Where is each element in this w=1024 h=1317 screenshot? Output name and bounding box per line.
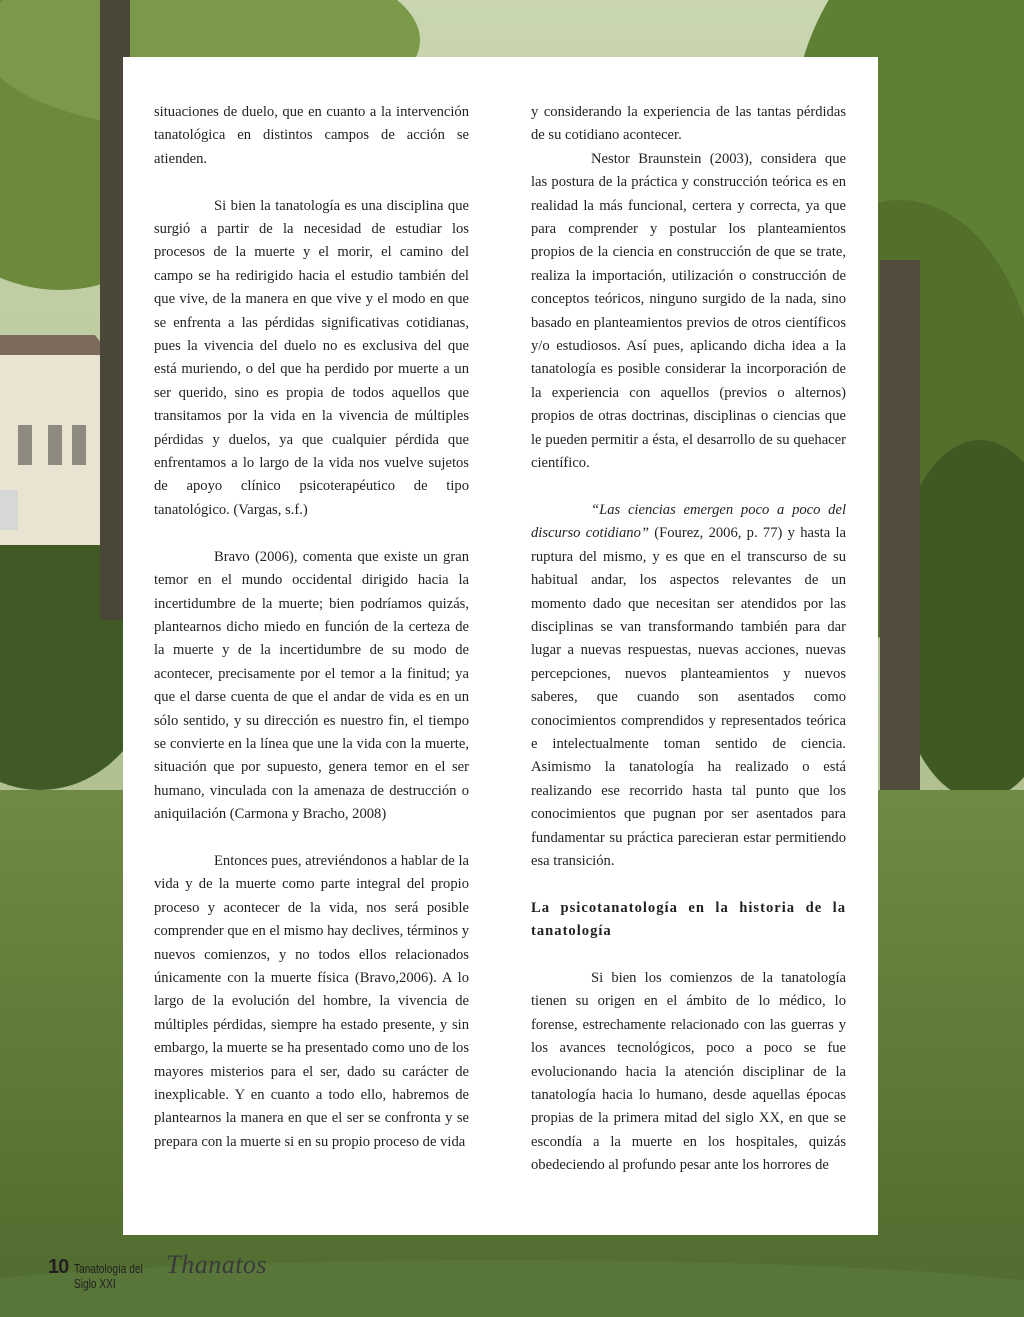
quote-text: “Las ciencias emergen poco a poco del discurso cotidiano”	[531, 501, 846, 542]
quote-paragraph	[531, 499, 846, 874]
paragraph: Si bien los comienzos de la tanatología tienen su origen en el ámbito de lo médico, lo forense, estrechamente relacionado con las guerras y los avances tecnológicos, poco a poco se fue evolucionando hacia la atención disciplinar de la tanatología hacia lo humano, desde aquellas épocas propias de la primera mitad del siglo XX, en que se escondía a la muerte en los hospitales, quizás obedeciendo al profundo pesar ante los horrores de	[531, 969, 846, 1174]
paragraph: Nestor Braunstein (2003), considera que las postura de la práctica y construcción teórica es en realidad la más funcional, certera y correcta, ya que para comprender y postular los planteamientos propios de la ciencia en construcción de que se trate, realiza la importación, utilización o construcción de conceptos teóricos, ninguno surgido de la nada, sino basado en planteamientos previos de otros científicos y/o estudiosos. Así pues, aplicando dicha idea a la tanatología es posible considerar la incorporación de la experiencia con aquellos (previos o alternos) propios de otras doctrinas, disciplinas o ciencias que le pueden permitir a ésta, el desarrollo de su quehacer científico.	[531, 150, 846, 472]
article-column-left	[154, 101, 469, 1154]
article-column-right	[531, 101, 846, 1178]
section-heading: La psicotanatología en la historia de la tanatología	[531, 899, 846, 940]
paragraph: situaciones de duelo, que en cuanto a la intervención tanatológica en distintos campos de acción se atienden.	[154, 104, 469, 167]
paragraph: Entonces pues, atreviéndonos a hablar de la vida y de la muerte como parte integral del propio proceso y acontecer de la vida, nos será posible comprender que en el mismo hay declives, términos y nuevos comienzos, y no todos ellos relacionados únicamente con la muerte física (Bravo,2006). A lo largo de la evolución del hombre, la vivencia de múltiples pérdidas, siempre ha estado presente, y sin embargo, la muerte se ha presentado como uno de los mayores misterios para el ser, dado su carácter de inexplicable. Y en cuanto a todo ello, habremos de plantearnos la manera en que el ser se confronta y se prepara con la muerte si en su propio proceso de vida	[154, 852, 469, 1150]
magazine-name: Tanatología del Siglo XXI	[74, 1261, 144, 1291]
paragraph: Bravo (2006), comenta que existe un gran temor en el mundo occidental dirigido hacia la incertidumbre de la muerte; bien podríamos quizás, plantearnos dicho miedo en función de la certeza de la muerte y de la incertidumbre de su modo de acontecer, precisamente por el temor a la finitud; ya que el darse cuenta de que el andar de vida es en un sólo sentido, y su dirección es nuestro fin, el tiempo se convierte en la línea que une la vida con la muerte, situación que por supuesto, genera temor en el ser humano, vinculada con la amenaza de destrucción o aniquilación (Carmona y Bracho, 2008)	[154, 548, 469, 823]
thanatos-logo: Thanatos	[166, 1250, 268, 1279]
quote-continuation: (Fourez, 2006, p. 77) y hasta la ruptura del mismo, y es que en el transcurso de su habitual andar, los aspectos relevantes de un momento dado que necesitan ser atendidos por las disciplinas se van transformando también para dar lugar a nuevas respuestas, nuevas acciones, nuevas percepciones, nuevos planteamientos y nuevos saberes, que cuando son asentados como conocimientos comprendidos y representados teórica e intelectualmente toman sentido de ciencia. Asimismo la tanatología ha realizado o está realizando ese recorrido hasta tal punto que los conocimientos que pugnan por ser asentados para fundamentar su práctica parecieran estar permitiendo esa transición.	[531, 525, 846, 869]
paragraph: Si bien la tanatología es una disciplina que surgió a partir de la necesidad de estudiar los procesos de la muerte y el morir, el camino del campo se ha redirigido hacia el estudio también del que vive, de la manera en que vive y el modo en que se enfrenta a las pérdidas significativas cotidianas, pues la vivencia del duelo no es exclusiva del que está muriendo, o del que ha perdido por muerte a un ser querido, sino es propia de todos aquellos que transitamos por la vida en la vivencia de múltiples pérdidas y duelos, ya que cualquier pérdida que enfrentamos a lo largo de la vida nos vuelve sujetos de apoyo clínico psicoterapéutico de tipo tanatológico. (Vargas, s.f.)	[154, 197, 469, 518]
page-number: 10	[48, 1256, 69, 1278]
paragraph: y considerando la experiencia de las tantas pérdidas de su cotidiano acontecer.	[531, 104, 846, 144]
page-footer	[48, 1250, 268, 1291]
